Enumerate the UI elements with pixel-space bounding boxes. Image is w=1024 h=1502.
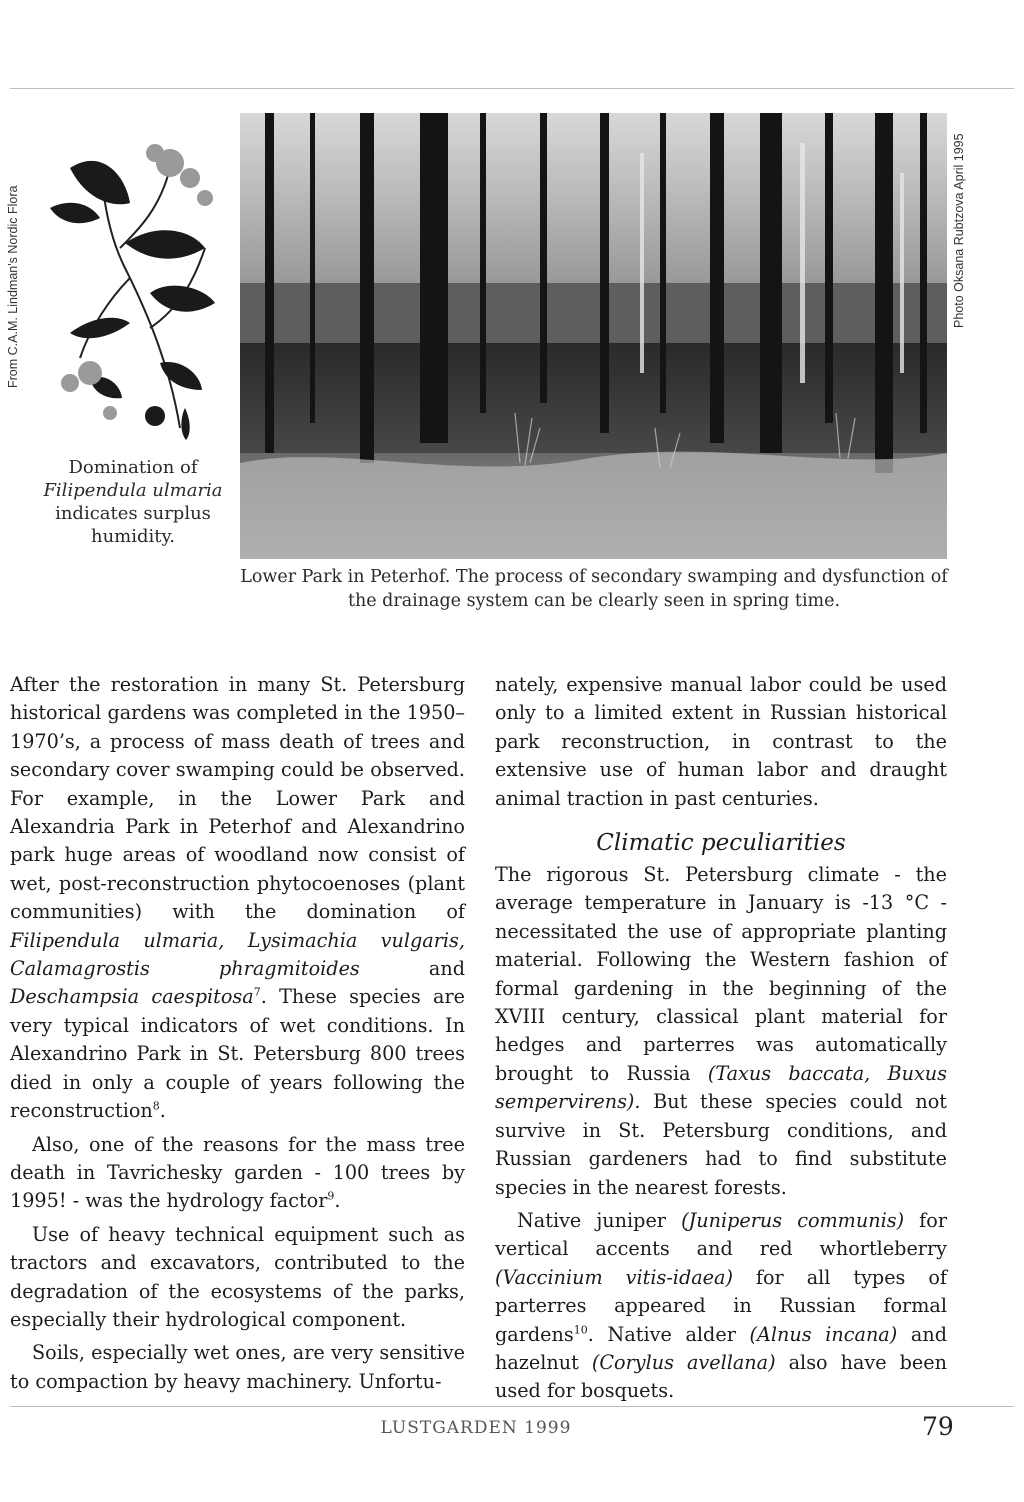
illustration-caption-line: indicates surplus	[55, 503, 211, 524]
photo-credit: Photo Oksana Rubtzova April 1995	[952, 133, 966, 328]
species-name: (Alnus incana)	[749, 1322, 898, 1346]
photo-caption: Lower Park in Peterhof. The process of secondary swamping and dysfunction of the drainage system can be clearly seen in spring time.	[240, 567, 948, 611]
article-column-left	[10, 671, 465, 1396]
paragraph: Native juniper (Juniperus communis) for vertical accents and red whortleberry (Vaccinium vitis-idaea) for all types of parterres appeared in Russian formal gardens$^{10}$. Native alder (Alnus incana) and hazelnut (Corylus avellana) also have been used for bosquets.	[495, 1208, 948, 1403]
species-name: (Corylus avellana)	[591, 1350, 776, 1374]
page-number: 79	[922, 1412, 954, 1441]
footnote-ref: 10	[573, 1323, 588, 1337]
paragraph: Soils, especially wet ones, are very sensitive to compaction by heavy machinery. Unfortu-	[10, 1341, 465, 1393]
top-rule	[10, 88, 1014, 89]
illustration-caption-line: humidity.	[90, 526, 176, 547]
paragraph: Use of heavy technical equipment such as tractors and excavators, contributed to the degradation of the ecosystems of the parks, especially their hydrological component.	[10, 1222, 465, 1331]
species-list: Filipendula ulmaria, Lysimachia vulgaris, Calamagrostis phragmitoides	[10, 928, 465, 981]
paragraph: Also, one of the reasons for the mass tree death in Tavrichesky garden - 100 trees by 1995! - was the hydrology factor$^9$.	[10, 1132, 465, 1213]
illustration-credit: From C.A.M. Lindman's Nordic Flora	[6, 185, 20, 388]
paragraph: The rigorous St. Petersburg climate - the average temperature in January is -13 °C - necessitated the use of appropriate planting material. Following the Western fashion of formal gardening in the beginning of the XVIII century, classical plant material for hedges and parterres was automatically brought to Russia (Taxus baccata, Buxus sempervirens). But these species could not survive in St. Petersburg conditions, and Russian gardeners had to find substitute species in the nearest forests.	[495, 863, 947, 1199]
illustration-caption-species: Filipendula ulmaria	[43, 480, 223, 501]
park-photo	[240, 113, 947, 559]
paragraph: After the restoration in many St. Petersburg historical gardens was completed in the 1950–1970’s, a process of mass death of trees and secondary cover swamping could be observed. For example, in the Lower Park and Alexandria Park in Peterhof and Alexandrino park huge areas of woodland now consist of wet, post-reconstruction phytocoenoses (plant communities) with the domination of Filipendula ulmaria, Lysimachia vulgaris, Calamagrostis phragmitoides and Deschampsia caespitosa$^7$. These species are very typical indicators of wet conditions. In Alexandrino Park in St. Petersburg 800 trees died in only a couple of years following the reconstruction$^8$.	[10, 673, 465, 1123]
footnote-ref: 8	[152, 1099, 160, 1113]
footnote-ref: 9	[327, 1189, 335, 1203]
section-heading: Climatic peculiarities	[596, 830, 846, 857]
species-list: (Taxus baccata, Buxus sempervirens).	[495, 1061, 947, 1114]
footnote-ref: 7	[253, 986, 261, 1000]
article-column-right	[495, 671, 947, 1406]
illustration-caption-line: Domination of	[68, 457, 198, 478]
illustration-caption	[38, 456, 228, 548]
bottom-rule	[10, 1406, 1014, 1407]
species-name: (Juniperus communis)	[681, 1208, 905, 1232]
species-name: Deschampsia caespitosa	[10, 985, 254, 1009]
botanical-illustration	[30, 128, 230, 443]
paragraph: nately, expensive manual labor could be used only to a limited extent in Russian historical park reconstruction, in contrast to the extensive use of human labor and draught animal traction in past centuries.	[495, 673, 947, 810]
footer-title: LUSTGARDEN 1999	[380, 1418, 572, 1438]
species-name: (Vaccinium vitis-idaea)	[495, 1265, 733, 1289]
